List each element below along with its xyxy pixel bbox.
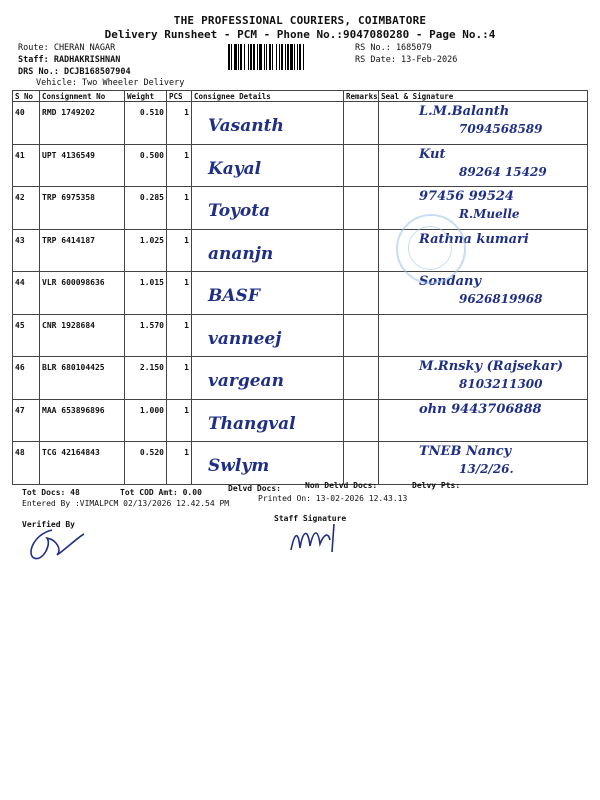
weight-cell: 1.015 <box>125 272 167 315</box>
barcode-bar <box>281 44 283 70</box>
table-row <box>13 314 588 357</box>
consignee-handwriting: vanneej <box>208 328 282 349</box>
remarks-cell <box>344 187 379 230</box>
barcode-bar <box>279 44 280 70</box>
seal-signature-cell <box>379 102 588 145</box>
pieces-cell: 1 <box>167 272 192 315</box>
remarks-cell <box>344 102 379 145</box>
pieces-cell: 1 <box>167 102 192 145</box>
remarks-cell <box>344 442 379 485</box>
runsheet-subtitle: Delivery Runsheet - PCM - Phone No.:9047080280 - Page No.:4 <box>104 28 496 41</box>
table-row <box>13 272 588 315</box>
remarks-cell <box>344 144 379 187</box>
signature-handwriting: L.M.Balanth <box>419 104 510 119</box>
consignee-details-cell <box>192 399 344 442</box>
pieces-cell: 1 <box>167 399 192 442</box>
seal-signature-cell <box>379 272 588 315</box>
delivered-docs: Delvd Docs: <box>228 484 281 493</box>
vehicle-label: Vehicle: Two Wheeler Delivery <box>36 78 185 88</box>
barcode-bar <box>257 44 258 70</box>
barcode-bar <box>266 44 267 70</box>
signature-handwriting: M.Rnsky (Rajsekar) <box>419 359 563 375</box>
barcode-bar <box>240 44 242 70</box>
consignment-number-cell: MAA 653896896 <box>40 399 125 442</box>
table-row <box>13 442 588 485</box>
remarks-cell <box>344 399 379 442</box>
consignment-number-cell: VLR 600098636 <box>40 272 125 315</box>
rs-date: RS Date: 13-Feb-2026 <box>355 55 458 65</box>
consignment-number-cell: TRP 6975358 <box>40 187 125 230</box>
barcode-bar <box>259 44 262 70</box>
staff-signature-label: Staff Signature <box>274 514 347 523</box>
remarks-cell <box>344 272 379 315</box>
barcode-bar <box>276 44 277 70</box>
table-row <box>13 187 588 230</box>
weight-cell: 1.025 <box>125 229 167 272</box>
table-row <box>13 399 588 442</box>
signature-handwriting: Sondany <box>419 274 482 290</box>
serial-number-cell: 43 <box>13 229 40 272</box>
consignee-handwriting: Vasanth <box>208 116 284 136</box>
weight-cell: 0.285 <box>125 187 167 230</box>
barcode-bar <box>303 44 304 70</box>
pieces-cell: 1 <box>167 144 192 187</box>
consignee-handwriting: vargean <box>208 371 284 392</box>
printed-on: Printed On: 13-02-2026 12.43.13 <box>258 494 408 503</box>
consignee-handwriting: BASF <box>208 286 260 307</box>
column-header: Consignment No <box>40 91 125 102</box>
consignment-number-cell: CNR 1928684 <box>40 314 125 357</box>
signature-phone-handwriting: 13/2/26. <box>459 462 514 477</box>
barcode-bar <box>297 44 298 70</box>
barcode-bar <box>250 44 252 70</box>
consignee-handwriting: Kayal <box>208 158 262 179</box>
serial-number-cell: 41 <box>13 144 40 187</box>
barcode-bar <box>285 44 286 70</box>
weight-cell: 2.150 <box>125 357 167 400</box>
drs-label: DRS No.: DCJB168507904 <box>18 67 131 77</box>
total-cod: Tot COD Amt: 0.00 <box>120 488 202 497</box>
signature-handwriting: ohn 9443706888 <box>419 401 542 417</box>
barcode-bar <box>253 44 255 70</box>
serial-number-cell: 44 <box>13 272 40 315</box>
consignee-details-cell <box>192 272 344 315</box>
total-docs: Tot Docs: 48 <box>22 488 80 497</box>
consignment-number-cell: TRP 6414187 <box>40 229 125 272</box>
signature-phone-handwriting: 8103211300 <box>459 377 543 392</box>
seal-signature-cell <box>379 357 588 400</box>
route-label: Route: CHERAN NAGAR <box>18 43 116 53</box>
barcode-bar <box>287 44 289 70</box>
signature-phone-handwriting: 7094568589 <box>459 122 543 136</box>
consignee-handwriting: Swlym <box>208 456 270 477</box>
column-header: PCS <box>167 91 192 102</box>
entered-by: Entered By :VIMALPCM 02/13/2026 12.42.54 PM <box>22 499 230 508</box>
seal-signature-cell <box>379 399 588 442</box>
signature-phone-handwriting: R.Muelle <box>459 207 520 222</box>
verified-by-label: Verified By <box>22 520 75 529</box>
barcode-bar <box>299 44 301 70</box>
seal-stamp <box>396 214 466 284</box>
barcode-bar <box>294 44 295 70</box>
signature-handwriting: Kut <box>419 146 446 162</box>
pieces-cell: 1 <box>167 229 192 272</box>
serial-number-cell: 46 <box>13 357 40 400</box>
barcode-bar <box>228 44 230 70</box>
pieces-cell: 1 <box>167 357 192 400</box>
signature-handwriting: Rathna kumari <box>419 231 529 247</box>
consignment-number-cell: UPT 4136549 <box>40 144 125 187</box>
consignee-details-cell <box>192 442 344 485</box>
verified-signature <box>22 520 92 565</box>
column-header: Weight <box>125 91 167 102</box>
weight-cell: 0.500 <box>125 144 167 187</box>
table-row <box>13 102 588 145</box>
table-row <box>13 144 588 187</box>
signature-phone-handwriting: 89264 15429 <box>459 164 547 179</box>
barcode-bar <box>290 44 293 70</box>
column-header: Remarks <box>344 91 379 102</box>
remarks-cell <box>344 357 379 400</box>
serial-number-cell: 48 <box>13 442 40 485</box>
weight-cell: 0.510 <box>125 102 167 145</box>
barcode-bar <box>272 44 273 70</box>
consignment-number-cell: TCG 42164843 <box>40 442 125 485</box>
column-header: Seal & Signature <box>379 91 588 102</box>
table-header-row <box>13 91 588 102</box>
serial-number-cell: 40 <box>13 102 40 145</box>
serial-number-cell: 45 <box>13 314 40 357</box>
runsheet-table <box>12 90 588 485</box>
barcode-bar <box>248 44 249 70</box>
seal-signature-cell <box>379 144 588 187</box>
consignee-handwriting: ananjn <box>208 243 274 264</box>
table-row <box>13 357 588 400</box>
barcode-bar <box>234 44 237 70</box>
serial-number-cell: 42 <box>13 187 40 230</box>
consignee-details-cell <box>192 314 344 357</box>
pieces-cell: 1 <box>167 442 192 485</box>
consignee-details-cell <box>192 102 344 145</box>
signature-handwriting: TNEB Nancy <box>419 444 512 460</box>
consignee-details-cell <box>192 144 344 187</box>
weight-cell: 1.570 <box>125 314 167 357</box>
barcode-bar <box>244 44 245 70</box>
consignee-handwriting: Thangval <box>208 413 296 434</box>
pieces-cell: 1 <box>167 187 192 230</box>
consignee-details-cell <box>192 357 344 400</box>
consignment-number-cell: RMD 1749202 <box>40 102 125 145</box>
remarks-cell <box>344 314 379 357</box>
column-header: Consignee Details <box>192 91 344 102</box>
signature-phone-handwriting: 9626819968 <box>459 292 543 307</box>
pieces-cell: 1 <box>167 314 192 357</box>
staff-signature <box>286 520 346 560</box>
weight-cell: 1.000 <box>125 399 167 442</box>
barcode <box>228 44 350 70</box>
column-header: S No <box>13 91 40 102</box>
barcode-bar <box>269 44 271 70</box>
consignment-number-cell: BLR 680104425 <box>40 357 125 400</box>
barcode-bar <box>231 44 232 70</box>
seal-signature-cell <box>379 314 588 357</box>
barcode-bar <box>264 44 265 70</box>
non-delivered-docs: Non Delvd Docs: <box>305 481 378 490</box>
remarks-cell <box>344 229 379 272</box>
company-title: THE PROFESSIONAL COURIERS, COIMBATORE <box>173 14 427 27</box>
staff-label: Staff: RADHAKRISHNAN <box>18 55 121 65</box>
signature-handwriting: 97456 99524 <box>419 189 514 205</box>
barcode-bar <box>238 44 239 70</box>
seal-signature-cell <box>379 442 588 485</box>
consignee-details-cell <box>192 187 344 230</box>
table-row <box>13 229 588 272</box>
delivery-points: Delvy Pts: <box>412 481 461 490</box>
consignee-handwriting: Toyota <box>208 201 271 222</box>
serial-number-cell: 47 <box>13 399 40 442</box>
rs-number: RS No.: 1685079 <box>355 43 432 53</box>
weight-cell: 0.520 <box>125 442 167 485</box>
consignee-details-cell <box>192 229 344 272</box>
